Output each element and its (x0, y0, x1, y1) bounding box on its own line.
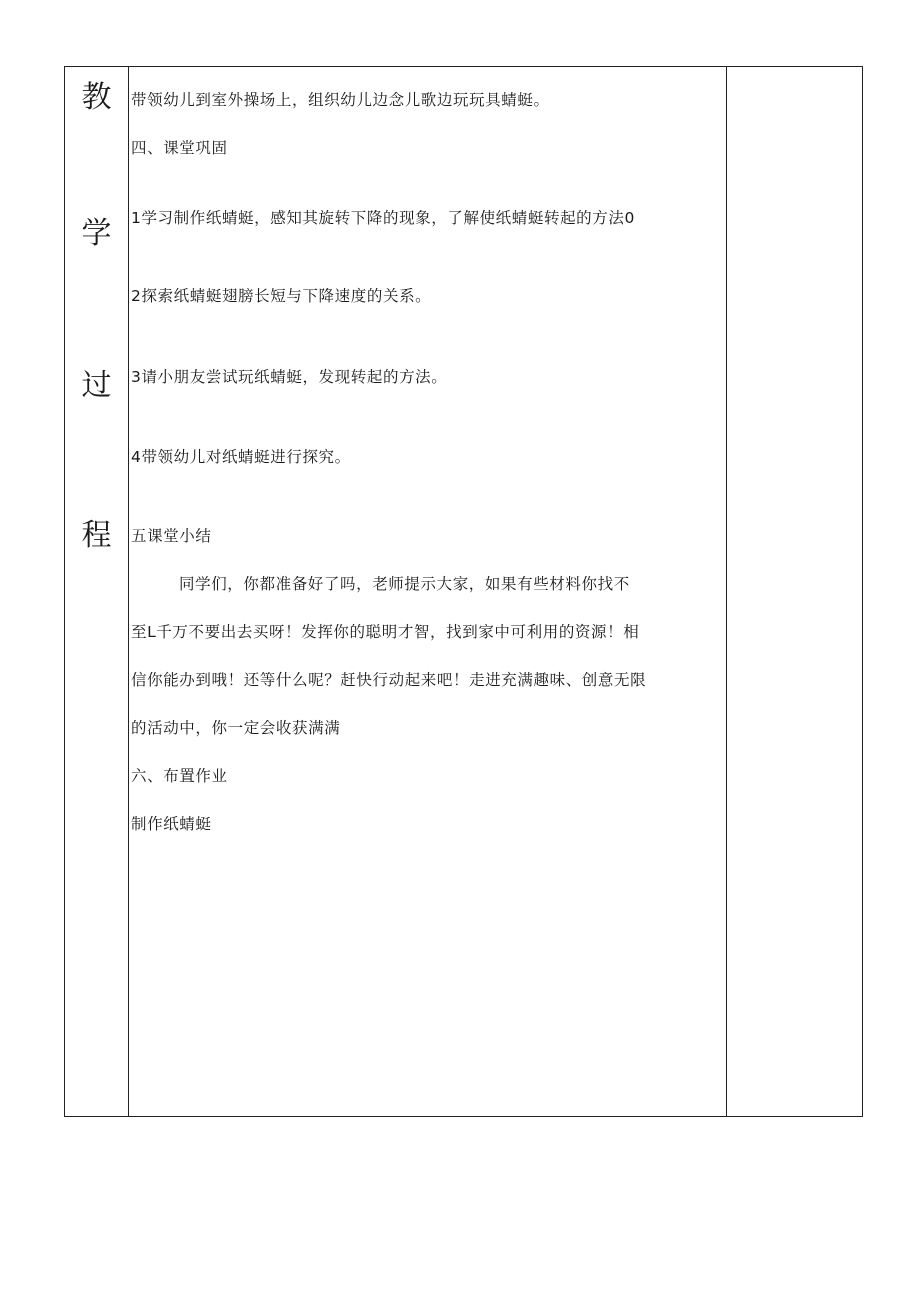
section-6-title: 六、布置作业 (131, 767, 228, 785)
summary-line-4: 的活动中，你一定会收获满满 (131, 719, 341, 737)
list-item-2: 2探索纸蜻蜓翅膀长短与下降速度的关系。 (131, 287, 432, 305)
list-item-3: 3请小朋友尝试玩纸蜻蜓，发现转起的方法。 (131, 368, 448, 386)
side-label-char-4: 程 (81, 518, 112, 553)
side-label-char-2: 学 (81, 216, 112, 251)
summary-line-1: 同学们，你都准备好了吗，老师提示大家，如果有些材料你找不 (179, 575, 630, 593)
summary-line-2: 至L千万不要出去买呀！发挥你的聪明才智，找到家中可利用的资源！相 (131, 623, 640, 641)
summary-line-3: 信你能办到哦！还等什么呢？赶快行动起来吧！走进充满趣味、创意无限 (131, 671, 647, 689)
list-item-4: 4带领幼儿对纸蜻蜓进行探究。 (131, 448, 351, 466)
intro-text: 带领幼儿到室外操场上，组织幼儿边念儿歌边玩玩具蜻蜓。 (131, 91, 550, 109)
section-4-title: 四、课堂巩固 (131, 139, 228, 157)
column-divider-right (726, 67, 727, 1116)
column-divider-left (128, 67, 129, 1116)
list-item-1: 1学习制作纸蜻蜓，感知其旋转下降的现象，了解使纸蜻蜓转起的方法0 (131, 209, 635, 227)
section-5-title: 五课堂小结 (131, 527, 212, 545)
lesson-plan-table (64, 66, 863, 1117)
side-label-char-3: 过 (81, 368, 112, 403)
side-label-char-1: 教 (81, 80, 112, 115)
homework-text: 制作纸蜻蜓 (131, 815, 212, 833)
